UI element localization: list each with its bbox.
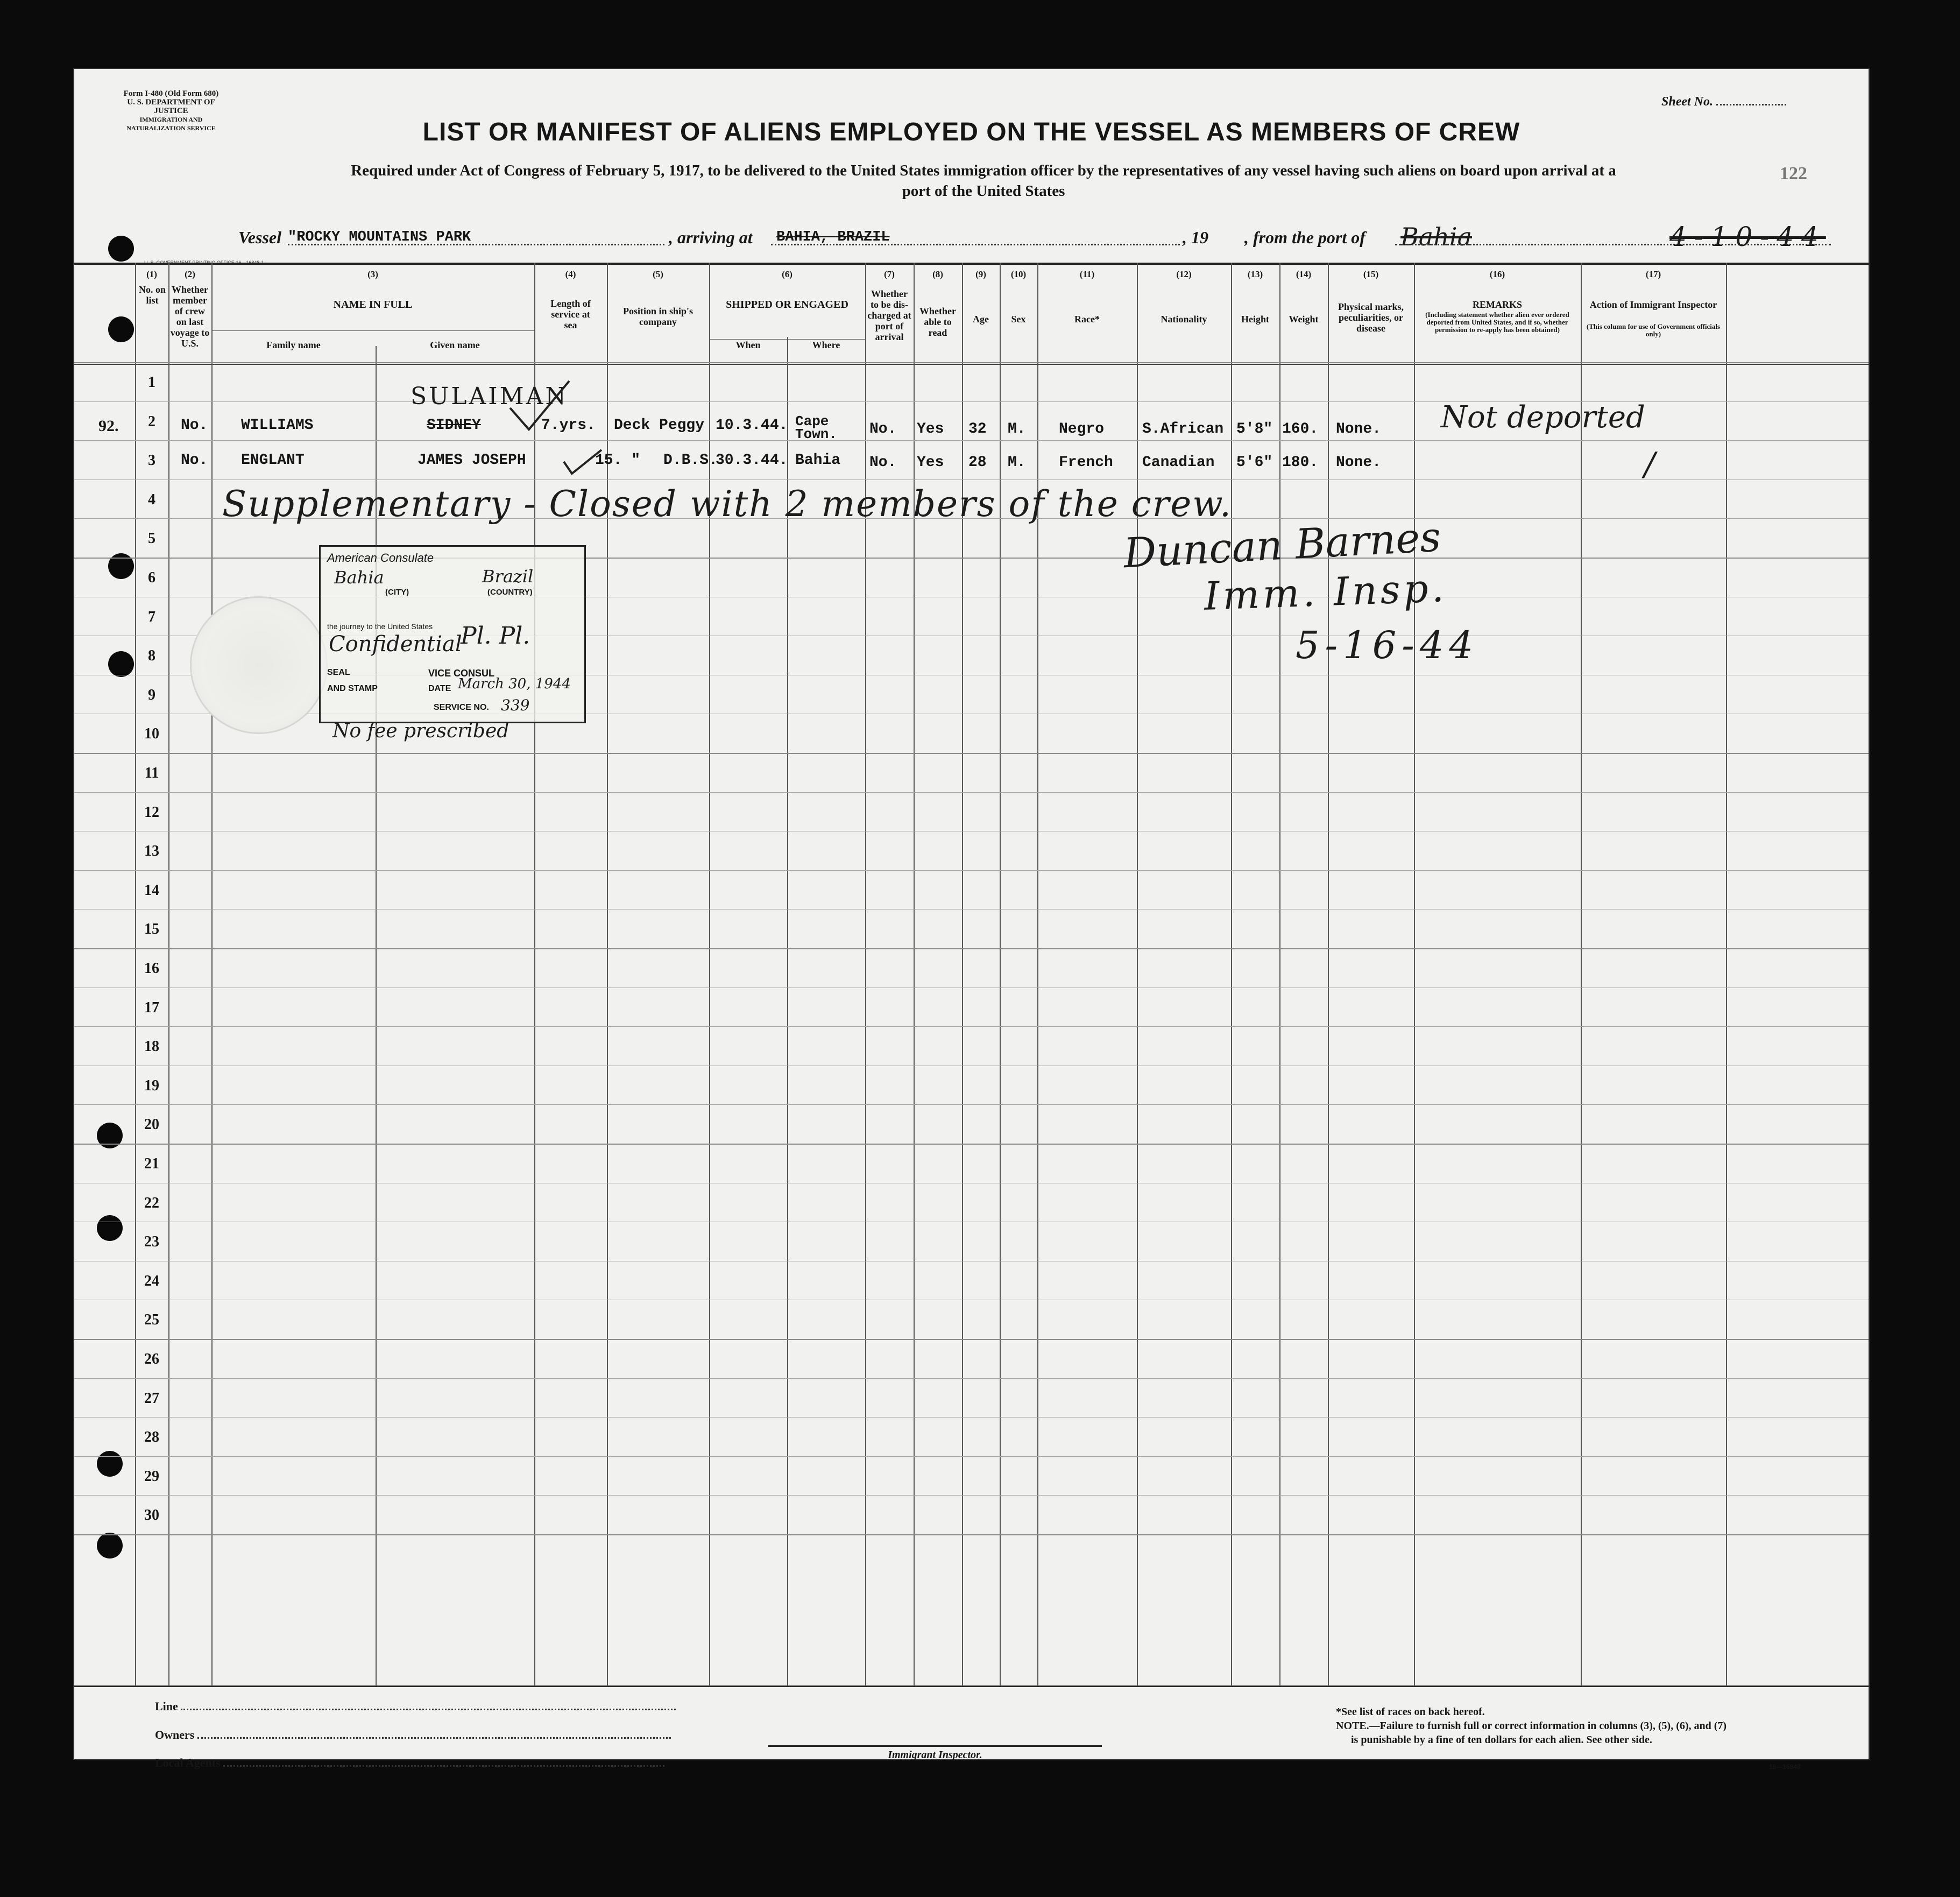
from-label: , from the port of xyxy=(1244,228,1365,247)
entry-2-given: JAMES JOSEPH xyxy=(418,452,526,469)
colnum-5: (5) xyxy=(653,269,663,279)
header-nationality: Nationality xyxy=(1161,314,1207,325)
colnum-17: (17) xyxy=(1645,269,1661,279)
footer-line xyxy=(155,1699,676,1713)
row-number: 21 xyxy=(144,1155,159,1172)
entry-2-age: 28 xyxy=(968,454,987,471)
entry-1-age: 32 xyxy=(968,421,987,438)
entry-2-weight: 180. xyxy=(1282,454,1319,471)
entry-1-where-1: Cape xyxy=(795,413,829,429)
entry-1-margin-no: 92. xyxy=(98,417,119,435)
inspector-sign-line xyxy=(768,1745,1102,1747)
header-remarks: REMARKS xyxy=(1472,299,1522,310)
row-rule xyxy=(74,440,1869,441)
row-rule xyxy=(74,792,1869,793)
entry-1-given-struck: SIDNEY xyxy=(427,417,481,434)
entry-2-position: D.B.S. xyxy=(663,452,718,469)
colnum-14: (14) xyxy=(1296,269,1312,279)
entry-1-nationality: S.African xyxy=(1142,421,1224,438)
row-rule xyxy=(74,479,1869,480)
entry-1-height: 5'8" xyxy=(1236,421,1273,438)
stamp-service-no: 339 xyxy=(501,696,530,714)
footer-notes xyxy=(1336,1705,1727,1747)
header-race: Race* xyxy=(1074,314,1100,325)
form-dept: U. S. DEPARTMENT OF JUSTICE xyxy=(127,98,215,115)
entry-2-marks: None. xyxy=(1336,454,1382,471)
row-number: 8 xyxy=(148,647,155,665)
colnum-16: (16) xyxy=(1489,269,1505,279)
inspector-title: Imm. Insp. xyxy=(1203,565,1448,619)
entry-1-last-voyage: No. xyxy=(181,417,208,434)
colnum-8: (8) xyxy=(932,269,943,279)
entry-1-read: Yes xyxy=(917,421,944,438)
manifest-sheet xyxy=(74,69,1869,1771)
consulate-stamp xyxy=(319,545,586,723)
date-value: 4-10-44 xyxy=(1669,221,1826,252)
row-number: 3 xyxy=(148,452,155,469)
sheet-stamp: 122 xyxy=(1780,164,1807,184)
row-rule xyxy=(74,1417,1869,1418)
header-age: Age xyxy=(973,314,989,325)
row-rule xyxy=(74,1104,1869,1105)
year-label: , 19 xyxy=(1183,228,1208,247)
entry-2-discharged: No. xyxy=(869,454,897,471)
footer-agents xyxy=(155,1756,664,1770)
stamp-city: Bahia xyxy=(334,567,384,588)
footer-note-1: *See list of races on back hereof. xyxy=(1336,1706,1485,1718)
colnum-3: (3) xyxy=(367,269,378,279)
header-able-to-read: Whether able to read xyxy=(919,306,956,338)
arriving-label: , arriving at xyxy=(669,228,753,247)
crew-table xyxy=(74,263,1869,1687)
row-number: 29 xyxy=(144,1468,159,1485)
row-number: 26 xyxy=(144,1351,159,1367)
row-rule xyxy=(74,362,1869,363)
colnum-13: (13) xyxy=(1247,269,1263,279)
header-height: Height xyxy=(1241,314,1269,325)
header-position: Position in ship's company xyxy=(622,306,694,327)
entry-2-family: ENGLANT xyxy=(241,452,305,469)
colnum-11: (11) xyxy=(1079,269,1095,279)
row-number: 22 xyxy=(144,1194,159,1211)
row-number: 30 xyxy=(144,1507,159,1524)
stamp-and-stamp: AND STAMP xyxy=(327,684,378,693)
header-sex: Sex xyxy=(1011,314,1026,325)
row-number: 1 xyxy=(148,374,155,391)
inspection-date: 5-16-44 xyxy=(1296,623,1478,667)
entry-1-sex: M. xyxy=(1008,421,1026,438)
footer-code: 16—16848 xyxy=(1769,1763,1801,1771)
stamp-city-label: (CITY) xyxy=(385,588,409,597)
row-number: 16 xyxy=(144,960,159,977)
row-rule xyxy=(74,753,1869,754)
header-name-in-full: NAME IN FULL xyxy=(333,299,413,311)
stamp-date-label: DATE xyxy=(428,684,451,693)
from-value: Bahia xyxy=(1400,222,1472,251)
entry-1-weight: 160. xyxy=(1282,421,1319,438)
colnum-4: (4) xyxy=(565,269,576,279)
row-rule xyxy=(74,1495,1869,1496)
header-when: When xyxy=(735,340,761,350)
row-rule xyxy=(74,870,1869,871)
row-number: 25 xyxy=(144,1311,159,1329)
header-inspector-action: Action of Immigrant Inspector xyxy=(1589,299,1717,310)
colnum-10: (10) xyxy=(1010,269,1027,279)
supplementary-note: Supplementary - Closed with 2 members of the crew. xyxy=(222,483,1232,525)
entry-2-remarks: / xyxy=(1644,446,1655,483)
row-number: 18 xyxy=(144,1038,159,1055)
row-number: 4 xyxy=(148,491,155,508)
stamp-fee: No fee prescribed xyxy=(332,720,510,742)
header-family-name: Family name xyxy=(266,340,321,350)
footer-note-3: is punishable by a fine of ten dollars for each alien. See other side. xyxy=(1351,1734,1652,1746)
colnum-15: (15) xyxy=(1363,269,1379,279)
form-subtitle: Required under Act of Congress of February 5, 1917, to be delivered to the United States immigration officer by the representatives of any vessel having such aliens on board upon arrival at a port of the United States xyxy=(351,162,1616,200)
row-number: 15 xyxy=(144,921,159,938)
row-number: 11 xyxy=(144,765,159,781)
colnum-2: (2) xyxy=(185,269,195,279)
stamp-service-label: SERVICE NO. xyxy=(434,703,489,712)
stamp-country-label: (COUNTRY) xyxy=(487,588,533,597)
header-where: Where xyxy=(812,340,840,350)
footer-agents-label: Local Agents xyxy=(155,1756,221,1769)
row-rule xyxy=(74,1026,1869,1027)
print-code-top: U. S. GOVERNMENT PRINTING OFFICE 16—16848-1 xyxy=(144,260,264,265)
footer-line-label: Line xyxy=(155,1699,178,1713)
entry-1-position: Deck Peggy xyxy=(614,417,705,434)
row-number: 9 xyxy=(148,686,155,703)
header-inspector-note: (This column for use of Government officials only) xyxy=(1586,322,1721,338)
entry-1-remarks: Not deported xyxy=(1441,400,1645,435)
row-number: 13 xyxy=(144,843,159,860)
form-title: LIST OR MANIFEST OF ALIENS EMPLOYED ON THE VESSEL AS MEMBERS OF CREW xyxy=(422,118,1520,146)
footer-owners-label: Owners xyxy=(155,1728,195,1741)
row-number: 7 xyxy=(148,608,155,625)
colnum-7: (7) xyxy=(884,269,895,279)
row-number: 17 xyxy=(144,999,159,1016)
footer-inspector-label: Immigrant Inspector. xyxy=(888,1749,982,1761)
row-number: 12 xyxy=(144,803,159,821)
row-rule xyxy=(74,948,1869,949)
row-number: 28 xyxy=(144,1429,159,1446)
entry-1-discharged: No. xyxy=(869,421,897,438)
entry-1-when: 10.3.44. xyxy=(716,417,788,434)
punch-hole xyxy=(108,236,134,262)
row-number: 27 xyxy=(144,1390,159,1407)
inspector-signature: Duncan Barnes xyxy=(1122,512,1442,577)
entry-2-sex: M. xyxy=(1008,454,1026,471)
stamp-officer: VICE CONSUL xyxy=(428,668,495,679)
header-given-name: Given name xyxy=(430,340,480,350)
stamp-journey: the journey to the United States xyxy=(327,622,433,631)
colnum-1: (1) xyxy=(146,269,157,279)
entry-1-race: Negro xyxy=(1059,421,1105,438)
row-rule xyxy=(74,1534,1869,1535)
entry-1-given-handwritten: SULAIMAN xyxy=(411,383,568,410)
entry-2-where-1: Bahia xyxy=(795,452,841,469)
header-last-voyage: Whether member of crew on last voyage to U.S. xyxy=(170,284,210,349)
header-discharged: Whether to be dis-charged at port of arrival xyxy=(867,288,911,342)
row-rule xyxy=(74,1339,1869,1340)
entry-2-race: French xyxy=(1059,454,1113,471)
vessel-label: Vessel xyxy=(238,228,281,247)
entry-2-height: 5'6" xyxy=(1236,454,1273,471)
entry-2-read: Yes xyxy=(917,454,944,471)
header-shipped-or-engaged: SHIPPED OR ENGAGED xyxy=(726,299,848,311)
header-remarks-note: (Including statement whether alien ever ordered deported from United States, and if so, whether permission to re-apply has been obtained) xyxy=(1425,311,1569,334)
footer-owners xyxy=(155,1728,671,1742)
row-number: 20 xyxy=(144,1116,159,1133)
stamp-purpose: Confidential xyxy=(329,632,462,657)
footer-note-2: NOTE.—Failure to furnish full or correct information in columns (3), (5), (6), and (7) xyxy=(1336,1720,1727,1732)
stamp-country: Brazil xyxy=(482,566,534,587)
form-service: IMMIGRATION AND NATURALIZATION SERVICE xyxy=(126,116,216,132)
colnum-12: (12) xyxy=(1176,269,1192,279)
entry-1-where-2: Town. xyxy=(795,426,838,442)
entry-2-service: 15. " xyxy=(595,452,641,469)
row-number: 14 xyxy=(144,881,159,899)
stamp-signature: Pl. Pl. xyxy=(461,622,530,650)
entry-1-family: WILLIAMS xyxy=(241,417,314,434)
entry-2-last-voyage: No. xyxy=(181,452,208,469)
colnum-9: (9) xyxy=(975,269,986,279)
sheet-number-label: Sheet No. xyxy=(1661,95,1786,109)
row-rule xyxy=(74,1456,1869,1457)
stamp-consulate: American Consulate xyxy=(327,551,434,565)
header-no-on-list: No. on list xyxy=(138,284,166,306)
row-number: 24 xyxy=(144,1272,159,1289)
entry-1-service: 7.yrs. xyxy=(541,417,596,434)
form-id: Form I-480 (Old Form 680) xyxy=(123,89,219,98)
row-number: 10 xyxy=(144,725,159,743)
header-weight: Weight xyxy=(1289,314,1319,325)
row-rule xyxy=(74,1144,1869,1145)
row-number: 2 xyxy=(148,413,155,430)
embossed-seal xyxy=(190,596,328,734)
vessel-line xyxy=(238,221,1842,255)
stamp-date: March 30, 1944 xyxy=(458,676,571,692)
stamp-seal: SEAL xyxy=(327,668,350,677)
entry-2-nationality: Canadian xyxy=(1142,454,1215,471)
colnum-6: (6) xyxy=(782,269,793,279)
row-number: 19 xyxy=(144,1077,159,1094)
row-number: 23 xyxy=(144,1233,159,1251)
header-length-of-service: Length of service at sea xyxy=(550,298,591,330)
row-number: 6 xyxy=(148,569,155,586)
arriving-value: BAHIA, BRAZIL xyxy=(776,229,890,245)
header-physical-marks: Physical marks, peculiarities, or disease xyxy=(1338,301,1404,334)
entry-2-when: 30.3.44. xyxy=(716,452,788,469)
entry-1-marks: None. xyxy=(1336,421,1382,438)
row-rule xyxy=(74,1378,1869,1379)
vessel-name: "ROCKY MOUNTAINS PARK xyxy=(288,229,471,245)
row-number: 5 xyxy=(148,530,155,547)
